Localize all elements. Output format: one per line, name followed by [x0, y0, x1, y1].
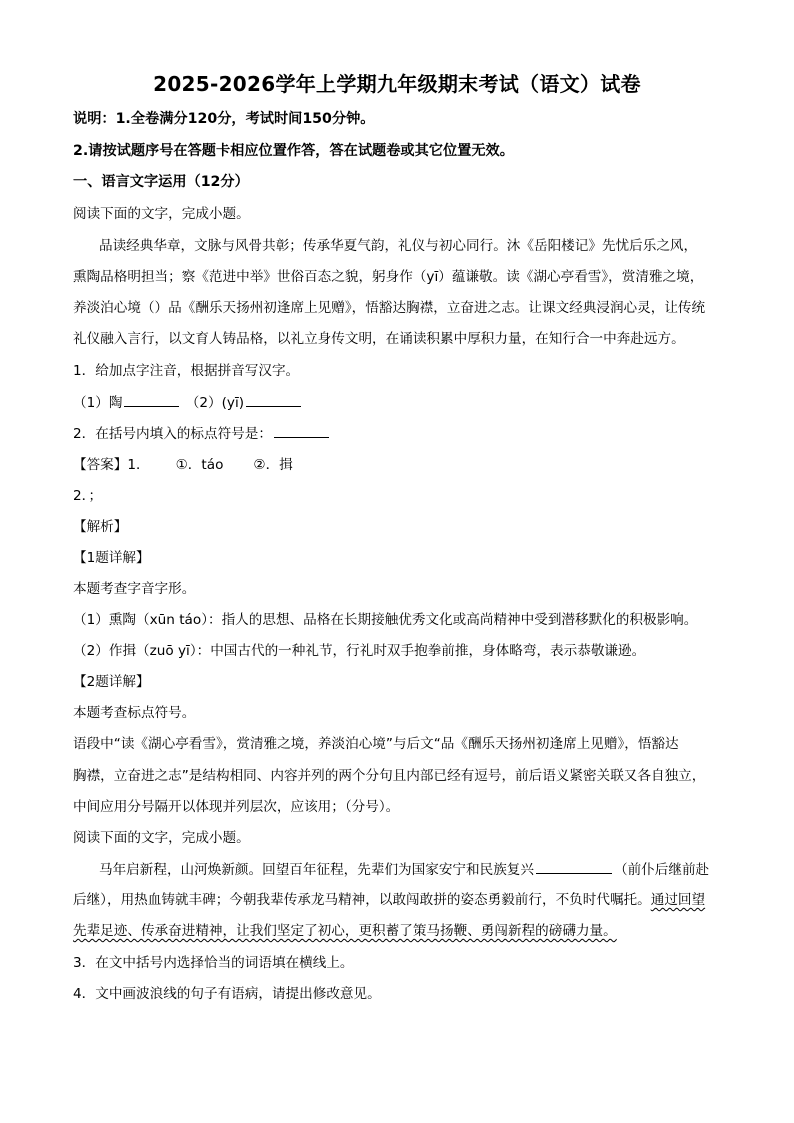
- passage2-text: 马年启新程，山河焕新颜。回望百年征程，先辈们为国家安宁和民族复兴: [99, 862, 534, 878]
- q1-part2-label: （2）(yī): [185, 395, 245, 411]
- detail2-intro: 本题考查标点符号。: [73, 705, 196, 721]
- passage1-line: 熏陶品格明担当；察《范进中举》世俗百态之貌，躬身作（yī）蕴谦敬。读《湖心亭看雪》，赏清雅之境，: [73, 269, 704, 285]
- question-2: [73, 424, 331, 443]
- detail1-label: 【1题详解】: [73, 550, 150, 566]
- passage2-text: 后继），用热血铸就丰碑；今朝我辈传承龙马精神，以敢闯敢拼的姿态勇毅前行，不负时代嘱托。: [73, 892, 651, 908]
- passage1-line: 养淡泊心境（）品《酬乐天扬州初逢席上见赠》，悟豁达胸襟，立奋进之志。让课文经典浸润心灵，让传统: [73, 300, 706, 316]
- passage2-line: [73, 891, 705, 909]
- instruction-line-1: 说明：1.全卷满分120分，考试时间150分钟。: [73, 111, 375, 127]
- passage1-line: 礼仪融入言行，以文育人铸品格，以礼立身传文明，在诵读积累中厚积力量，在知行合一中奔赴远方。: [73, 331, 685, 347]
- passage2-line: [73, 922, 617, 940]
- detail1-item: （2）作揖（zuō yī）：中国古代的一种礼节，行礼时双手抱拳前推，身体略弯，表示恭敬谦逊。: [73, 643, 646, 659]
- passage2-line: [99, 860, 709, 879]
- detail1-intro: 本题考查字音字形。: [73, 581, 196, 597]
- passage2-text: （前仆后继前赴: [614, 862, 710, 878]
- q1-part1-label: （1）陶: [73, 395, 123, 411]
- question-1: 1．给加点字注音，根据拼音写汉字。: [73, 363, 300, 379]
- answer-blank: [246, 393, 301, 407]
- detail2-line: 胸襟，立奋进之志”是结构相同、内容并列的两个分句且内部已经有逗号，前后语义紧密关联又各自独立，: [73, 768, 706, 784]
- passage1-line: 品读经典华章，文脉与风骨共彰；传承华夏气韵，礼仪与初心同行。沐《岳阳楼记》先忧后乐之风，: [99, 238, 698, 254]
- page-title: 2025-2026学年上学期九年级期末考试（语文）试卷: [153, 72, 641, 96]
- question-2-text: 2．在括号内填入的标点符号是：: [73, 426, 272, 442]
- answer-2: ②．揖: [253, 457, 293, 473]
- question-3: 3．在文中括号内选择恰当的词语填在横线上。: [73, 955, 354, 971]
- answer-blank: [536, 860, 612, 874]
- detail2-label: 【2题详解】: [73, 674, 150, 690]
- wavy-underlined-sentence: 通过回望: [650, 892, 706, 908]
- passage2-prompt: 阅读下面的文字，完成小题。: [73, 830, 250, 846]
- detail2-line: 语段中“读《湖心亭看雪》，赏清雅之境，养淡泊心境”与后文“品《酬乐天扬州初逢席上见赠》，悟豁达: [73, 736, 679, 752]
- passage1-prompt: 阅读下面的文字，完成小题。: [73, 206, 250, 222]
- question-1-parts: [73, 393, 303, 412]
- answer-line-2: 2．；: [73, 488, 103, 504]
- answer-blank: [124, 393, 179, 407]
- analysis-label: 【解析】: [73, 519, 128, 535]
- answer-label: 【答案】1．: [73, 457, 150, 473]
- answer-1: ①．táo: [175, 457, 224, 473]
- wavy-underlined-sentence: 先辈足迹、传承奋进精神，让我们坚定了初心，更积蓄了策马扬鞭、勇闯新程的磅礴力量。: [73, 923, 617, 939]
- answer-blank: [274, 424, 329, 438]
- answer-line-1: [73, 456, 293, 474]
- detail2-line: 中间应用分号隔开以体现并列层次，应该用；（分号）。: [73, 799, 400, 815]
- section-heading: 一、语言文字运用（12分）: [73, 174, 249, 190]
- question-4: 4．文中画波浪线的句子有语病，请提出修改意见。: [73, 986, 381, 1002]
- detail1-item: （1）熏陶（xūn táo）：指人的思想、品格在长期接触优秀文化或高尚精神中受到潜移默化的积极影响。: [73, 612, 698, 628]
- instruction-line-2: 2.请按试题序号在答题卡相应位置作答，答在试题卷或其它位置无效。: [73, 143, 514, 159]
